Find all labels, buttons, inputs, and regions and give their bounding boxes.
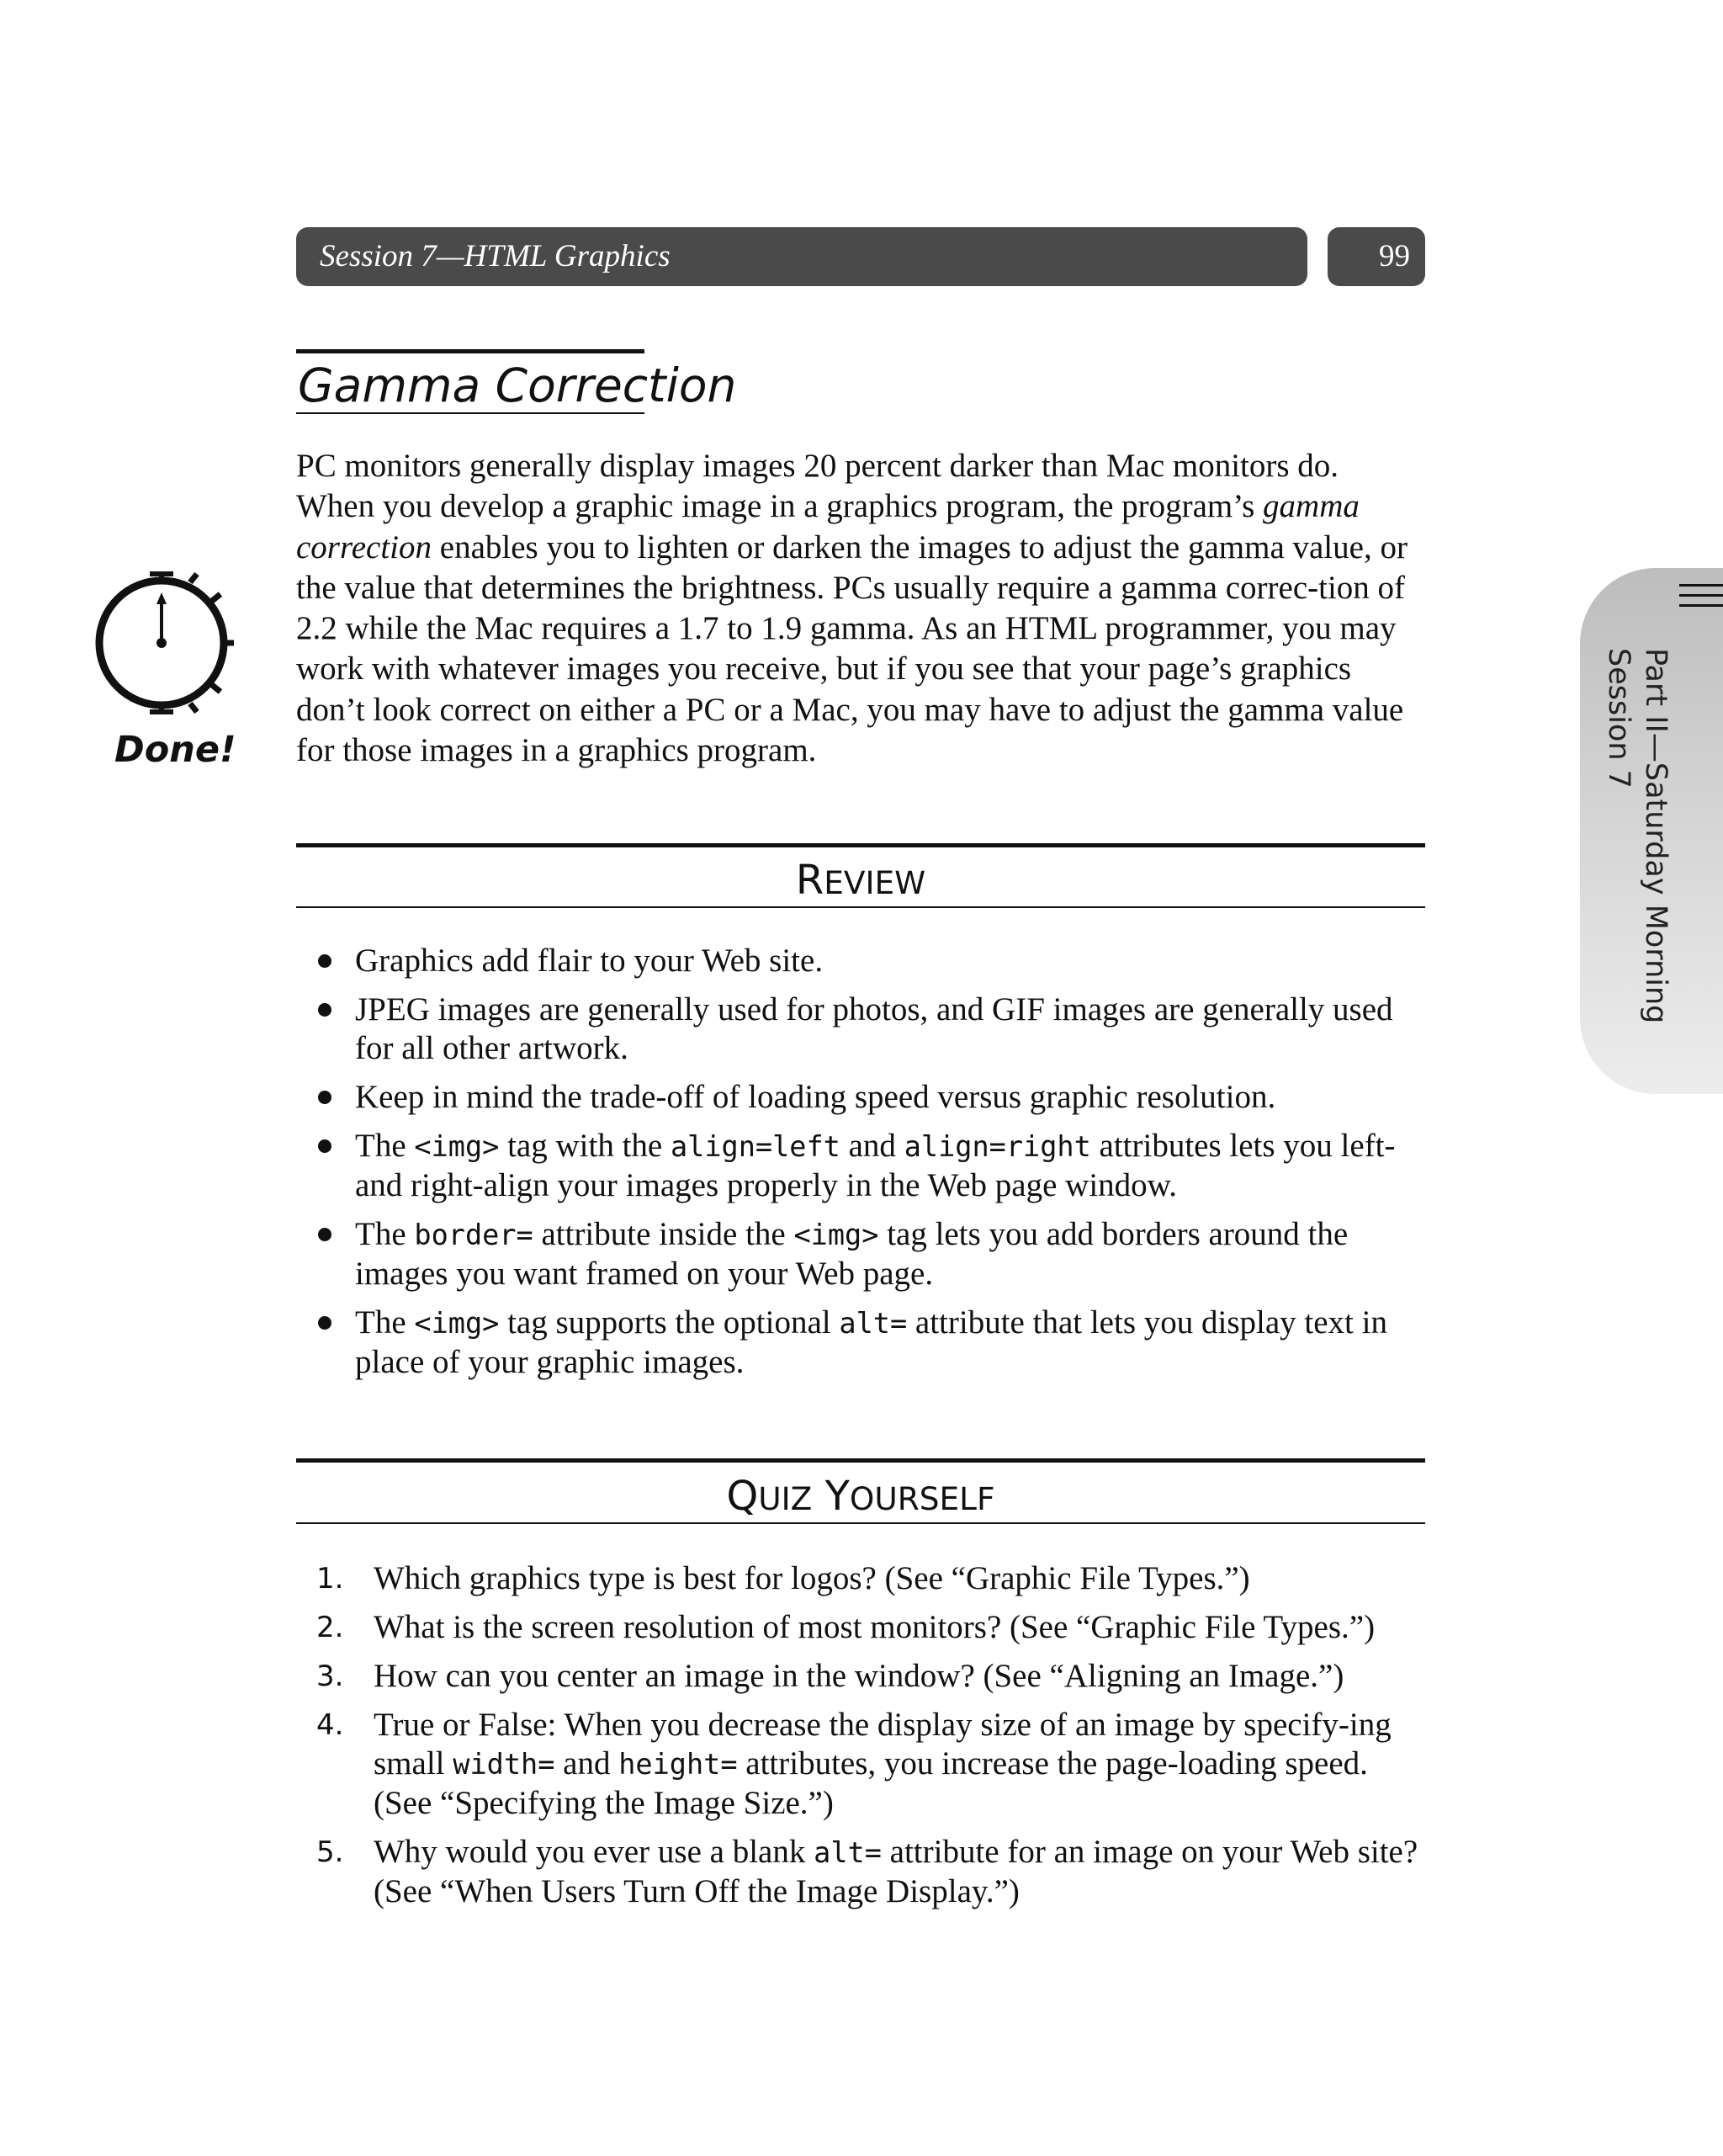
running-header-title: Session 7—HTML Graphics (296, 227, 1307, 286)
list-item (296, 1833, 1423, 1911)
quiz-heading-initial-1: Q (726, 1473, 759, 1520)
list-item-text: attribute that lets you display text in place of your graphic images. (355, 1304, 1387, 1380)
code-text: <img> (414, 1307, 500, 1340)
code-text: align=left (670, 1130, 840, 1163)
review-list (296, 942, 1423, 1392)
list-item (296, 1657, 1423, 1696)
list-item-text: JPEG images are generally used for photos, and GIF images are generally used for all other artwork. (355, 991, 1393, 1066)
code-text: align=right (904, 1130, 1091, 1163)
list-item-text: What is the screen resolution of most monitors? (See “Graphic File Types.”) (374, 1609, 1376, 1645)
page-number: 99 (1328, 227, 1425, 286)
list-item (296, 1127, 1423, 1205)
list-item-text: attributes lets you left- and right-align your images properly in the Web page window. (355, 1128, 1396, 1203)
list-item (296, 1559, 1423, 1598)
quiz-heading (296, 1471, 1425, 1524)
bullet (318, 1139, 331, 1153)
code-text: <img> (793, 1219, 879, 1251)
list-item-text: tag supports the optional (499, 1304, 840, 1341)
thumb-tab-marker (1679, 584, 1723, 614)
thumb-tab-session: Session 7 (1602, 648, 1636, 789)
code-text: height= (618, 1748, 738, 1781)
code-text: alt= (839, 1307, 908, 1340)
list-item-text: attributes, you increase the page-loading speed. (See “Specifying the Image Size.”) (374, 1745, 1368, 1821)
list-item-text: How can you center an image in the window? (See “Aligning an Image.”) (374, 1658, 1344, 1694)
list-item (296, 1608, 1423, 1647)
list-item-text: The (355, 1128, 415, 1164)
review-rule-top (296, 843, 1425, 847)
list-item-text: and (840, 1128, 904, 1164)
quiz-rule-bottom (296, 1522, 1425, 1524)
review-heading-rest: EVIEW (824, 864, 926, 901)
quiz-heading-rest-1: UIZ (758, 1480, 813, 1517)
code-text: alt= (814, 1836, 882, 1869)
review-heading (296, 855, 1425, 908)
gamma-term: gamma correction (296, 488, 1360, 566)
bullet (318, 1316, 331, 1330)
gamma-text-1: PC monitors generally display images 20 percent darker than Mac monitors do. When you develop a graphic image in a graphics program, the program’s (296, 448, 1339, 525)
list-item-text: and (554, 1745, 619, 1782)
list-item-text: Graphics add flair to your Web site. (355, 943, 824, 979)
gamma-paragraph (296, 446, 1423, 771)
stopwatch-done-icon (91, 566, 236, 717)
thumb-tab-part: Part II—Saturday Morning (1639, 648, 1673, 1024)
list-item (296, 990, 1423, 1068)
code-text: width= (453, 1748, 555, 1781)
code-text: border= (414, 1219, 533, 1251)
quiz-list (296, 1559, 1423, 1921)
list-item-text: Which graphics type is best for logos? (See “Graphic File Types.”) (374, 1560, 1250, 1596)
heading-rule-bottom (296, 412, 644, 414)
bullet (318, 954, 331, 968)
list-item (296, 1215, 1423, 1293)
item-number: 2. (316, 1611, 344, 1644)
bullet (318, 1228, 331, 1241)
item-number: 5. (316, 1835, 344, 1869)
list-item-text: Why would you ever use a blank (374, 1834, 814, 1870)
list-item-text: True or False: When you decrease the display size of an image by specify-ing small (374, 1707, 1392, 1782)
list-item (296, 1078, 1423, 1117)
code-text: <img> (414, 1130, 500, 1163)
bullet (318, 1003, 331, 1017)
done-icon-label: Done! (114, 729, 236, 771)
quiz-heading-initial-2: Y (824, 1473, 850, 1520)
list-item (296, 1304, 1423, 1382)
section-heading: Gamma Correction (298, 358, 737, 412)
list-item-text: The (355, 1304, 415, 1341)
thumb-tab-text (1598, 648, 1674, 1024)
gamma-text-2: enables you to lighten or darken the images to adjust the gamma value, or the value that determines the brightness. PCs usually require a gamma correc-tion of 2.2 while the Mac requires a 1.7 to 1.9 gamma. As an HTML programmer, you may work with whatever images you receive, but if you see that your page’s graphics don’t look correct on either a PC or a Mac, you may have to adjust the gamma value for those images in a graphics program. (296, 528, 1408, 769)
list-item (296, 1706, 1423, 1823)
list-item-text: attribute for an image on your Web site? (See “When Users Turn Off the Image Display.”) (374, 1834, 1418, 1909)
list-item (296, 942, 1423, 980)
review-heading-initial: R (795, 857, 824, 904)
item-number: 1. (316, 1562, 344, 1596)
item-number: 4. (316, 1708, 344, 1742)
list-item-text: attribute inside the (533, 1216, 794, 1252)
item-number: 3. (316, 1659, 344, 1693)
list-item-text: tag lets you add borders around the images you want framed on your Web page. (355, 1216, 1349, 1292)
list-item-text: tag with the (499, 1128, 671, 1164)
bullet (318, 1091, 331, 1104)
list-item-text: Keep in mind the trade-off of loading speed versus graphic resolution. (355, 1079, 1276, 1115)
quiz-heading-rest-2: OURSELF (849, 1480, 995, 1517)
quiz-rule-top (296, 1458, 1425, 1463)
review-rule-bottom (296, 906, 1425, 908)
list-item-text: The (355, 1216, 415, 1252)
